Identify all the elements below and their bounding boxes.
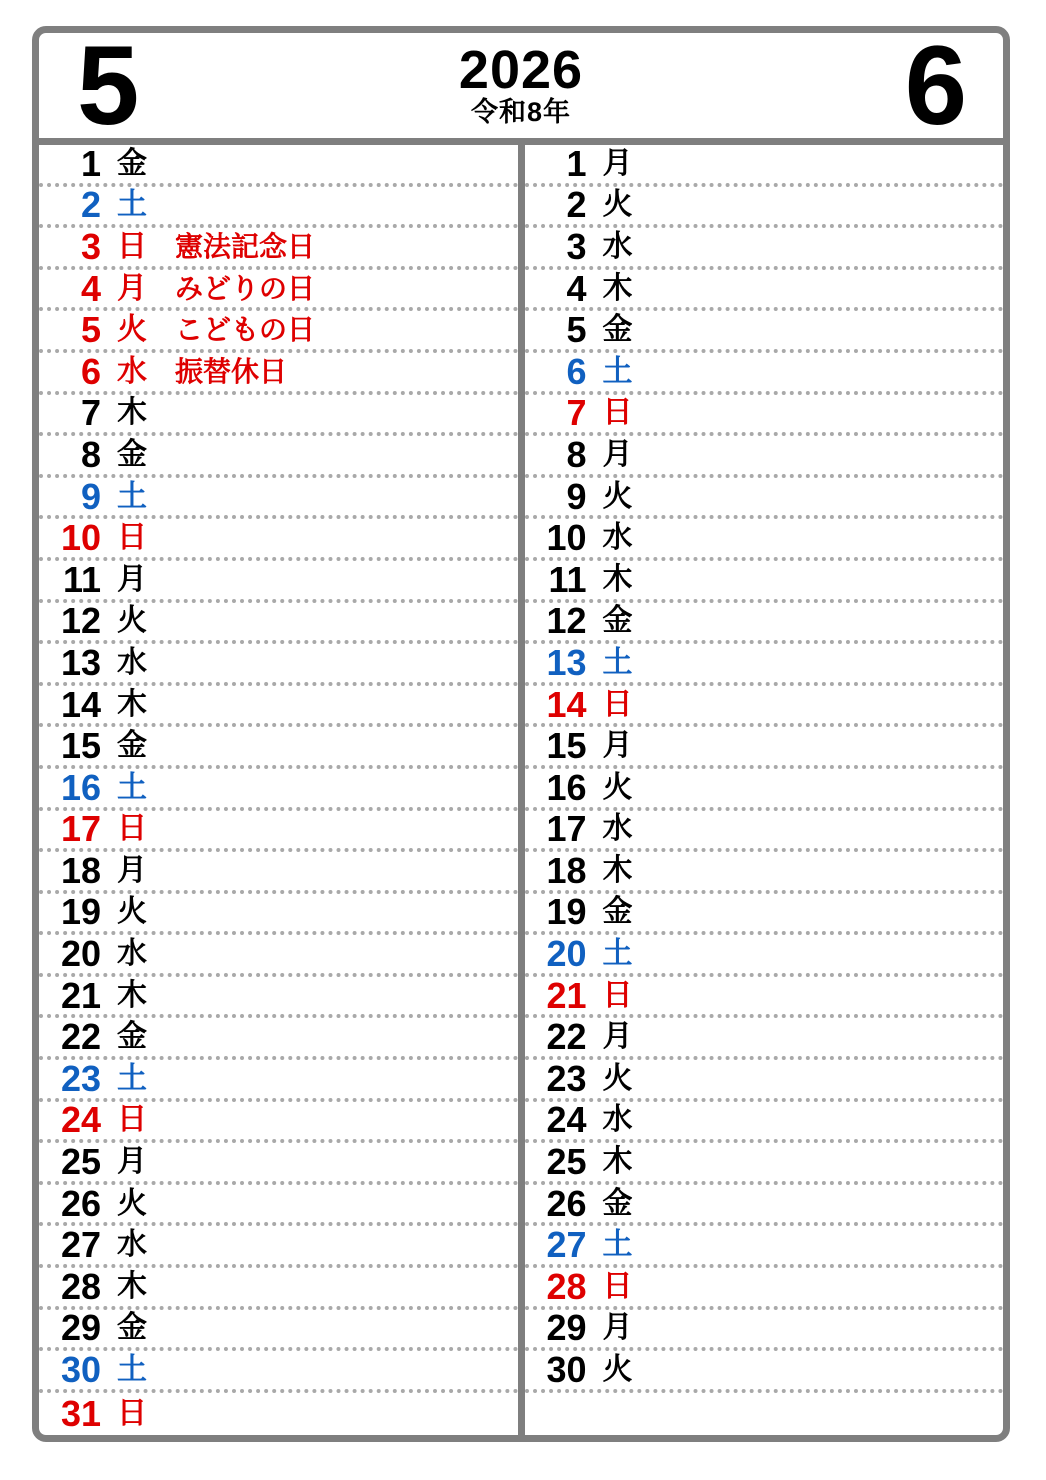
day-row xyxy=(525,1185,1004,1227)
weekday-label: 土 xyxy=(117,188,147,222)
day-row xyxy=(39,228,518,270)
weekday-label: 木 xyxy=(117,396,147,430)
weekday-label: 木 xyxy=(117,1269,147,1303)
day-row xyxy=(39,1102,518,1144)
day-row xyxy=(39,311,518,353)
weekday-label: 日 xyxy=(602,396,633,430)
day-row xyxy=(525,228,1004,270)
day-number: 9 xyxy=(566,477,587,517)
day-row xyxy=(39,1310,518,1352)
day-row xyxy=(525,561,1004,603)
day-number: 28 xyxy=(60,1268,101,1307)
weekday-label: 水 xyxy=(602,1103,633,1137)
day-row xyxy=(39,769,518,811)
day-number: 6 xyxy=(566,352,587,392)
weekday-label: 木 xyxy=(117,687,147,721)
weekday-label: 日 xyxy=(117,521,147,555)
day-row xyxy=(525,935,1004,977)
weekday-label: 月 xyxy=(117,271,147,305)
day-number: 1 xyxy=(566,145,587,184)
day-row xyxy=(525,1018,1004,1060)
day-row xyxy=(39,1060,518,1102)
column-divider xyxy=(518,145,525,1435)
day-number: 24 xyxy=(546,1101,587,1141)
day-row xyxy=(525,519,1004,561)
day-number: 3 xyxy=(566,228,587,267)
day-row xyxy=(39,977,518,1019)
weekday-label: 木 xyxy=(602,271,633,305)
weekday-label: 金 xyxy=(602,313,633,347)
weekday-label: 日 xyxy=(117,1396,147,1430)
day-row xyxy=(525,769,1004,811)
day-number: 24 xyxy=(60,1101,101,1141)
weekday-label: 土 xyxy=(117,1353,147,1387)
day-number: 16 xyxy=(546,768,587,808)
day-number: 13 xyxy=(546,644,587,683)
day-row xyxy=(525,644,1004,686)
day-row xyxy=(39,1351,518,1393)
day-row xyxy=(525,311,1004,353)
weekday-label: 月 xyxy=(602,1020,633,1054)
day-number: 25 xyxy=(60,1143,101,1183)
weekday-label: 日 xyxy=(117,1103,147,1137)
day-number: 17 xyxy=(60,810,101,850)
weekday-label: 金 xyxy=(117,1020,147,1054)
day-number: 29 xyxy=(60,1309,101,1349)
weekday-label: 火 xyxy=(117,313,147,347)
weekday-label: 金 xyxy=(117,146,147,180)
day-number: 19 xyxy=(60,893,101,933)
day-row xyxy=(39,145,518,187)
day-number: 21 xyxy=(60,976,101,1016)
weekday-label: 金 xyxy=(602,1186,633,1220)
day-number: 11 xyxy=(548,560,587,600)
day-row xyxy=(39,478,518,520)
calendar-body xyxy=(39,145,1003,1435)
weekday-label: 日 xyxy=(602,978,633,1012)
day-row xyxy=(525,1310,1004,1352)
day-number: 20 xyxy=(60,935,101,975)
day-number: 18 xyxy=(546,852,587,891)
weekday-label: 木 xyxy=(602,853,633,887)
weekday-label: 金 xyxy=(117,729,147,763)
day-row xyxy=(525,811,1004,853)
weekday-label: 水 xyxy=(602,229,633,263)
weekday-label: 月 xyxy=(602,729,633,763)
weekday-label: 火 xyxy=(602,770,633,804)
day-number: 21 xyxy=(546,976,587,1016)
day-number: 16 xyxy=(60,768,101,808)
day-number: 5 xyxy=(80,311,101,351)
day-row xyxy=(39,894,518,936)
weekday-label: 火 xyxy=(602,1061,633,1095)
weekday-label: 日 xyxy=(602,687,633,721)
era-label: 令和8年 xyxy=(470,96,572,127)
weekday-label: 日 xyxy=(117,812,147,846)
weekday-label: 火 xyxy=(602,188,633,222)
day-row xyxy=(525,478,1004,520)
day-number: 31 xyxy=(60,1392,101,1434)
day-row xyxy=(525,1226,1004,1268)
day-number: 30 xyxy=(60,1351,101,1391)
day-number: 4 xyxy=(80,269,101,309)
day-number: 4 xyxy=(566,269,587,309)
day-row xyxy=(525,977,1004,1019)
day-row xyxy=(525,1060,1004,1102)
day-row xyxy=(39,1185,518,1227)
day-row xyxy=(39,1226,518,1268)
day-row xyxy=(39,270,518,312)
day-row xyxy=(525,1351,1004,1393)
day-row xyxy=(525,187,1004,229)
weekday-label: 水 xyxy=(117,937,147,971)
day-number: 1 xyxy=(80,145,101,184)
day-number: 7 xyxy=(566,394,587,434)
day-row xyxy=(525,395,1004,437)
empty-space xyxy=(525,1393,1004,1435)
day-number: 12 xyxy=(546,602,587,642)
day-row xyxy=(39,852,518,894)
day-number: 26 xyxy=(60,1184,101,1224)
weekday-label: 日 xyxy=(602,1269,633,1303)
day-number: 14 xyxy=(60,685,101,725)
day-number: 30 xyxy=(546,1351,587,1391)
weekday-label: 月 xyxy=(117,562,147,596)
day-number: 22 xyxy=(546,1018,587,1058)
day-number: 15 xyxy=(60,727,101,767)
holiday-label: 憲法記念日 xyxy=(175,230,316,262)
weekday-label: 木 xyxy=(602,1145,633,1179)
day-number: 8 xyxy=(566,436,587,475)
weekday-label: 日 xyxy=(117,229,147,263)
year-block xyxy=(175,40,866,127)
day-row xyxy=(525,1143,1004,1185)
weekday-label: 火 xyxy=(117,604,147,638)
day-row xyxy=(525,353,1004,395)
day-row xyxy=(39,644,518,686)
day-number: 7 xyxy=(80,394,101,434)
weekday-label: 土 xyxy=(602,1228,633,1262)
day-number: 3 xyxy=(80,228,101,267)
holiday-label: 振替休日 xyxy=(175,355,288,387)
weekday-label: 土 xyxy=(602,645,633,679)
day-row xyxy=(39,603,518,645)
weekday-label: 水 xyxy=(117,645,147,679)
day-row xyxy=(39,1268,518,1310)
weekday-label: 火 xyxy=(117,895,147,929)
day-row xyxy=(525,1102,1004,1144)
day-row xyxy=(525,270,1004,312)
day-number: 9 xyxy=(80,477,101,517)
day-number: 23 xyxy=(60,1060,101,1099)
day-row xyxy=(525,436,1004,478)
day-row xyxy=(525,727,1004,769)
day-number: 14 xyxy=(546,685,587,725)
weekday-label: 水 xyxy=(602,812,633,846)
day-row xyxy=(39,686,518,728)
weekday-label: 水 xyxy=(602,521,633,555)
weekday-label: 水 xyxy=(117,354,147,388)
weekday-label: 月 xyxy=(117,853,147,887)
holiday-label: こどもの日 xyxy=(175,314,316,346)
day-row xyxy=(39,436,518,478)
day-number: 15 xyxy=(546,727,587,767)
day-number: 19 xyxy=(546,893,587,933)
day-number: 10 xyxy=(546,519,587,559)
day-number: 26 xyxy=(546,1184,587,1224)
weekday-label: 月 xyxy=(602,146,633,180)
weekday-label: 火 xyxy=(117,1186,147,1220)
weekday-label: 土 xyxy=(117,1061,147,1095)
calendar-header xyxy=(39,26,1003,148)
calendar-sheet xyxy=(32,26,1010,1442)
day-number: 18 xyxy=(60,852,101,891)
day-row xyxy=(39,519,518,561)
weekday-label: 土 xyxy=(602,354,633,388)
weekday-label: 水 xyxy=(117,1228,147,1262)
day-number: 12 xyxy=(60,602,101,642)
day-row xyxy=(39,187,518,229)
day-number: 8 xyxy=(80,436,101,475)
day-row xyxy=(39,935,518,977)
day-number: 11 xyxy=(62,560,101,600)
year-label: 2026 xyxy=(458,40,584,101)
weekday-label: 木 xyxy=(602,562,633,596)
day-number: 29 xyxy=(546,1309,587,1349)
day-row xyxy=(39,561,518,603)
day-number: 25 xyxy=(546,1143,587,1183)
day-row xyxy=(39,811,518,853)
day-number: 10 xyxy=(60,519,101,559)
day-row xyxy=(39,1018,518,1060)
day-row xyxy=(525,603,1004,645)
weekday-label: 火 xyxy=(602,1353,633,1387)
day-row xyxy=(39,727,518,769)
weekday-label: 金 xyxy=(602,895,633,929)
day-number: 17 xyxy=(546,810,587,850)
day-number: 20 xyxy=(546,935,587,975)
day-row xyxy=(525,686,1004,728)
weekday-label: 木 xyxy=(117,978,147,1012)
day-row xyxy=(39,395,518,437)
weekday-label: 月 xyxy=(602,1311,633,1345)
june-column xyxy=(525,145,1004,1435)
may-column xyxy=(39,145,518,1435)
month-number-may: 5 xyxy=(77,26,138,148)
weekday-label: 土 xyxy=(117,479,147,513)
day-number: 28 xyxy=(546,1268,587,1307)
weekday-label: 火 xyxy=(602,479,633,513)
day-number: 13 xyxy=(60,644,101,683)
day-number: 23 xyxy=(546,1060,587,1099)
weekday-label: 月 xyxy=(602,437,633,471)
day-number: 2 xyxy=(566,186,587,226)
day-row xyxy=(39,1143,518,1185)
holiday-label: みどりの日 xyxy=(175,272,316,304)
day-row xyxy=(525,145,1004,187)
weekday-label: 土 xyxy=(602,937,633,971)
day-number: 2 xyxy=(80,186,101,226)
day-number: 27 xyxy=(546,1226,587,1266)
day-number: 22 xyxy=(60,1018,101,1058)
day-row xyxy=(525,852,1004,894)
day-number: 27 xyxy=(60,1226,101,1266)
weekday-label: 月 xyxy=(117,1145,147,1179)
month-number-june: 6 xyxy=(904,26,965,148)
day-row xyxy=(39,1393,518,1435)
day-row xyxy=(525,1268,1004,1310)
day-number: 6 xyxy=(80,352,101,392)
day-number: 5 xyxy=(566,311,587,351)
weekday-label: 金 xyxy=(117,437,147,471)
weekday-label: 金 xyxy=(602,604,633,638)
day-row xyxy=(39,353,518,395)
day-row xyxy=(525,894,1004,936)
weekday-label: 土 xyxy=(117,770,147,804)
weekday-label: 金 xyxy=(117,1311,147,1345)
